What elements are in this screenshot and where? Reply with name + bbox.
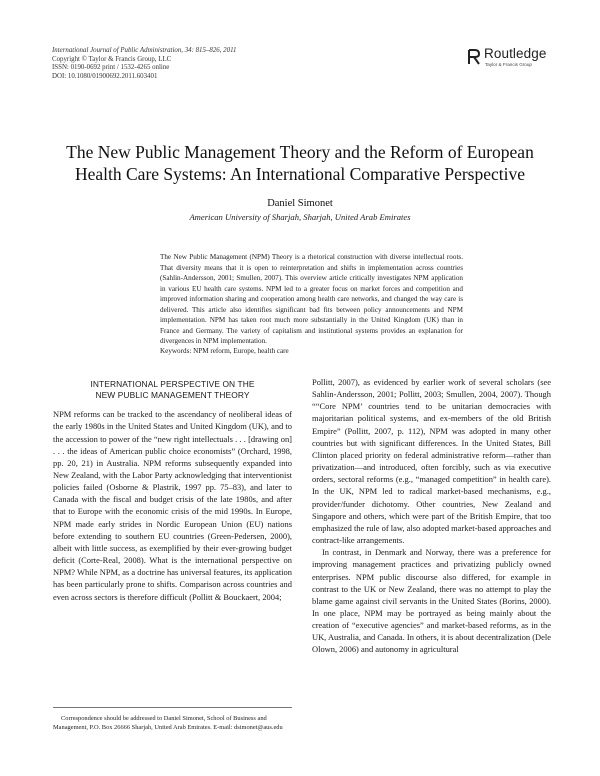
author-affiliation: American University of Sharjah, Sharjah, United Arab Emirates — [189, 212, 411, 222]
abstract: The New Public Management (NPM) Theory is a rhetorical construction with diverse intellectual roots. That diversity means that it is open to reinterpretation and shifts in implementation across countries (Sahlin-Andersson, 2001; Smullen, 2007). This overview article critically investigates NPM application in various EU health care systems. NPM led to a greater focus on market forces and competition and improved information sharing and cooperation among health care networks, and changed the way care is delivered. This article also identifies significant bad fits between policy announcements and NPM implementation. NPM has taken root much more substantially in the United Kingdom (UK) than in France and Germany. The variety of capitalism and institutional systems provides an explanation for divergences in NPM implementation. — [160, 253, 463, 345]
article-title-line1: The New Public Management Theory and the Reform of European — [66, 142, 534, 162]
footnote-text: Correspondence should be addressed to Daniel Simonet, School of Business and Management, P.O. Box 26666 Sharjah, United Arab Emirates. E-mail: dsimonet@aus.edu — [53, 715, 283, 731]
publisher-logo — [468, 46, 578, 76]
body-paragraph: In contrast, in Denmark and Norway, there was a preference for improving management practices and privatizing publicly owned enterprises. NPM public discourse also differed, for example in contrast to the UK or New Zealand, there was no attempt to play the blame game against civil servants in the United States (Borins, 2000). In one place, NPM may be portrayed as being mainly about the creation of “executive agencies” and market-based reforms, as in the UK, Australia, and Canada. In others, it is about decentralization (Dele Olown, 2006) and autonomy in agricultural — [312, 547, 551, 655]
article-title — [40, 141, 560, 185]
correspondence-footnote — [53, 715, 292, 733]
author-name: Daniel Simonet — [267, 198, 333, 209]
body-paragraph: Pollitt, 2007), as evidenced by earlier work of several scholars (see Sahlin-Andersson, 2001; Pollitt, 2003; Smullen, 2004, 2007). Though ““Core NPM’ countries tend to be unitarian democracies with majoritarian political systems, and ex-members of the old British Empire” (Pollitt, 2007, p. 112), NPM was adopted in many other countries but with significant differences. In the United States, Bill Clinton placed priority on federal administrative reform—rather than privatization—and introduced, often forcibly, such as via executive orders, sectoral reforms (e.g., “managed competition” in health care). In the UK, NPM led to radical market-based mechanisms, e.g., provider/funder dichotomy. Other countries, New Zealand and Singapore and others, which were part of the British Empire, that too emphasized the rule of law, also adopted market-based approaches and contract-like arrangements. — [312, 377, 551, 546]
routledge-logo-icon — [468, 49, 480, 65]
body-paragraph: NPM reforms can be tracked to the ascendancy of neoliberal ideas of the early 1980s in the United States and United Kingdom (UK), and to the accession to power of the “new right intellectuals . . . [drawing on] . . . the ideas of American public choice economists” (Orchard, 1998, pp. 20, 21) in Australia. NPM reforms subsequently expanded into New Zealand, with the Labor Party acknowledging that interventionist policies failed (Osborne & Plastrik, 1997 pp. 75–83), and later to Canada with the fiscal and budget crisis of the late 1980s, and after that to Europe with the economic crisis of the mid 1990s. In Europe, NPM made early strides in Nordic European Union (EU) nations before extending to southern EU countries (Green-Pedersen, 2000), albeit with little success, as exemplified by their ever-growing budget deficit (Corte-Real, 2008). What is the international perspective on NPM? While NPM, as a doctrine has universal features, its application has been particularly prone to shifts. Comparison across countries and even across sectors is therefore difficult (Pollitt & Bouckaert, 2004; — [53, 409, 292, 602]
doi-line: DOI: 10.1080/01900692.2011.603401 — [52, 72, 158, 80]
publisher-name: Routledge — [484, 46, 547, 61]
right-column — [312, 376, 551, 656]
section-heading-line2: NEW PUBLIC MANAGEMENT THEORY — [95, 389, 250, 400]
section-heading-line1: INTERNATIONAL PERSPECTIVE ON THE — [90, 379, 255, 389]
journal-metadata — [52, 47, 352, 81]
article-title-line2: Health Care Systems: An International Comparative Perspective — [74, 164, 526, 184]
copyright-line: Copyright © Taylor & Francis Group, LLC — [52, 55, 172, 63]
keywords: Keywords: NPM reform, Europe, health care — [160, 347, 289, 355]
issn-line: ISSN: 0190-0692 print / 1532-4265 online — [52, 64, 170, 72]
section-heading — [53, 379, 292, 400]
publisher-tagline: Taylor & Francis Group — [485, 62, 532, 67]
footnote-divider — [53, 707, 292, 708]
journal-citation: International Journal of Public Administration, 34: 815–826, 2011 — [52, 47, 237, 54]
left-column — [53, 379, 292, 603]
